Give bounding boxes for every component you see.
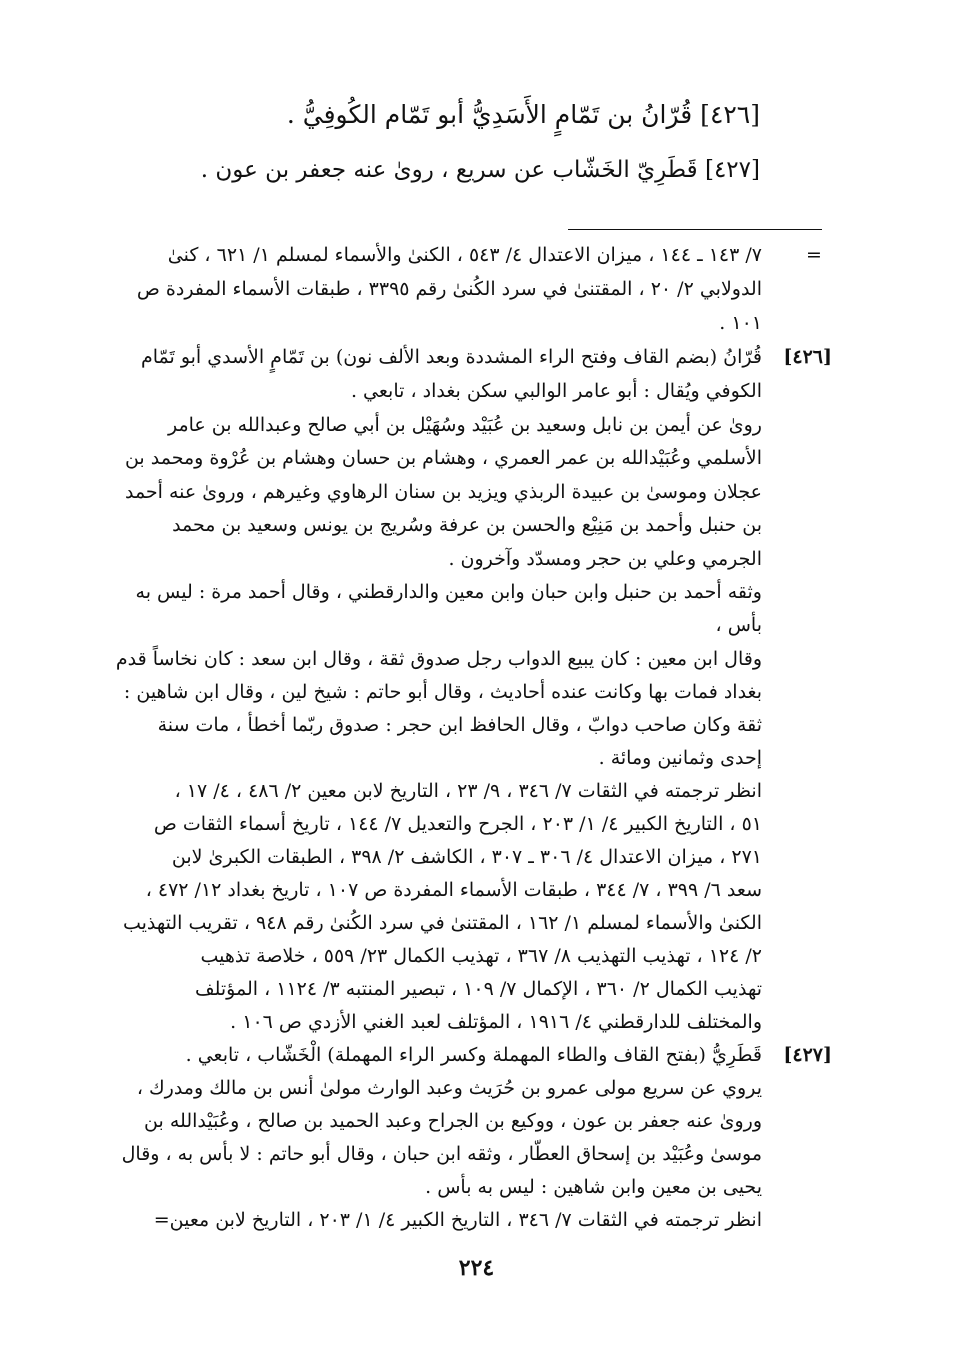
page-number: ٢٢٤ (458, 1255, 495, 1281)
footnote-line: يحيى بن معين وابن شاهين : ليس به بأس . (425, 1176, 762, 1198)
footnote-separator (568, 229, 822, 230)
footnote-line: وروىٰ عنه جعفر بن عون ، ووكيع بن الجراح وعبد الحميد بن صالح ، وعُبَيْدالله بن (144, 1110, 762, 1132)
footnote-line: عجلان وموسىٰ بن عبيدة الربذي ويزيد بن سنان الرهاوي وغيرهم ، وروىٰ عنه أحمد (124, 481, 762, 503)
footnote-line: انظر ترجمته في الثقات ٧/ ٣٤٦ ، ٩/ ٢٣ ، التاريخ لابن معين ٢/ ٤٨٦ ، ٤/ ١٧ ، (174, 780, 762, 802)
footnote-number-426: [٤٢٦] (783, 346, 832, 368)
footnote-line: ٥١ ، التاريخ الكبير ٤/ ١/ ٢٠٣ ، الجرح والتعديل ٧/ ١٤٤ ، تاريخ أسماء الثقات ص (153, 813, 762, 835)
footnote-line: وثقه أحمد بن حنبل وابن حبان وابن معين والدارقطني ، وقال أحمد مرة : ليس به (135, 581, 762, 603)
footnote-number-427: [٤٢٧] (783, 1044, 832, 1066)
footnote-line: سعد ٦/ ٣٩٩ ، ٧/ ٣٤٤ ، طبقات الأسماء المفردة ص ١٠٧ ، تاريخ بغداد ١٢/ ٤٧٢ ، (145, 879, 762, 901)
footnote-line: موسىٰ وعُبَيْد بن إسحاق العطّار ، وثقه ابن حبان ، وقال أبو حاتم : لا بأس به ، وقال (121, 1143, 762, 1165)
footnote-line: الأسلمي وعُبَيْدالله بن عمر العمري ، وهشام بن حسان وهشام بن عُرْوة ومحمد بن (124, 447, 762, 469)
footnote-line: ٢٧١ ، ميزان الاعتدال ٤/ ٣٠٦ ـ ٣٠٧ ، الكاشف ٢/ ٣٩٨ ، الطبقات الكبرىٰ لابن (171, 846, 762, 868)
footnote-line: والمختلف للدارقطني ٤/ ١٩١٦ ، المؤتلف لعبد الغني الأزدي ص ١٠٦ . (230, 1011, 762, 1033)
main-entry-426: [٤٢٦] قُرّانُ بن تَمّامٍ الأَسَدِيُّ أبو تَمّام الكُوفِيُّ . (286, 100, 760, 129)
footnote-line: قُرّانُ (بضم القاف وفتح الراء المشددة وبعد الألف نون) بن تَمّامٍ الأسدي أبو تَمّام (140, 346, 762, 368)
footnote-line: تهذيب الكمال ٢/ ٣٦٠ ، الإكمال ٧/ ١٠٩ ، تبصير المنتبه ٣/ ١١٢٤ ، المؤتلف (194, 978, 762, 1000)
footnote-line: ١٠١ . (719, 312, 762, 334)
footnote-line: الكنىٰ والأسماء لمسلم ١/ ١٦٢ ، المقتنىٰ في سرد الكُنىٰ رقم ٩٤٨ ، تقريب التهذيب (122, 912, 762, 934)
footnote-line: الدولابي ٢/ ٢٠ ، المقتنىٰ في سرد الكُنىٰ رقم ٣٣٩٥ ، طبقات الأسماء المفردة ص (136, 278, 762, 300)
footnote-line: يروي عن سريع مولى عمرو بن حُرَيث وعبد الوارث مولىٰ أنس بن مالك ومدرك ، (136, 1077, 762, 1099)
footnote-line: بغداد فمات بها وكانت عنده أحاديث ، وقال أبو حاتم : شيخ لين ، وقال ابن شاهين : (123, 681, 762, 703)
footnote-line: الكوفي ويُقال : أبو عامر الوالبي سكن بغداد ، تابعي . (350, 380, 762, 402)
footnote-line: وقال ابن معين : كان يبيع الدواب رجل صدوق ثقة ، وقال ابن سعد : كان نخاساً قدم (115, 648, 762, 670)
footnote-line: إحدى وثمانين ومائة . (598, 747, 762, 769)
continuation-marker: = (806, 244, 822, 266)
footnote-line: بن حنبل وأحمد بن مَنِيْع والحسن بن عرفة وسُريج بن يونس وسعيد بن محمد (172, 514, 762, 536)
main-entry-427: [٤٢٧] قَطَرِيّ الخَشّاب عن سريع ، روىٰ عنه جعفر بن عون . (200, 157, 760, 183)
footnote-line: بأس ، (715, 614, 762, 636)
footnote-line: روىٰ عن أيمن بن نابل وسعيد بن عُبَيْد وسُهَيْل بن أبي صالح وعبدالله بن عامر (167, 414, 762, 436)
footnote-line: الجرمي وعلي بن حجر ومسدّد وآخرون . (448, 548, 762, 570)
footnote-line: ٢/ ١٢٤ ، تهذيب التهذيب ٨/ ٣٦٧ ، تهذيب الكمال ٢٣/ ٥٥٩ ، خلاصة تذهيب (200, 945, 762, 967)
footnote-line: انظر ترجمته في الثقات ٧/ ٣٤٦ ، التاريخ الكبير ٤/ ١/ ٢٠٣ ، التاريخ لابن معين= (153, 1209, 762, 1231)
footnote-line: قَطَرِيُّ (بفتح القاف والطاء المهملة وكسر الراء المهملة) الْخَشّاب ، تابعي . (185, 1044, 762, 1066)
footnote-line: ثقة وكان صاحب دوابّ ، وقال الحافظ ابن حجر : صدوق ربّما أخطأ ، مات سنة (157, 714, 762, 736)
footnote-line: ٧/ ١٤٣ ـ ١٤٤ ، ميزان الاعتدال ٤/ ٥٤٣ ، الكنىٰ والأسماء لمسلم ١/ ٦٢١ ، كنىٰ (167, 244, 762, 266)
